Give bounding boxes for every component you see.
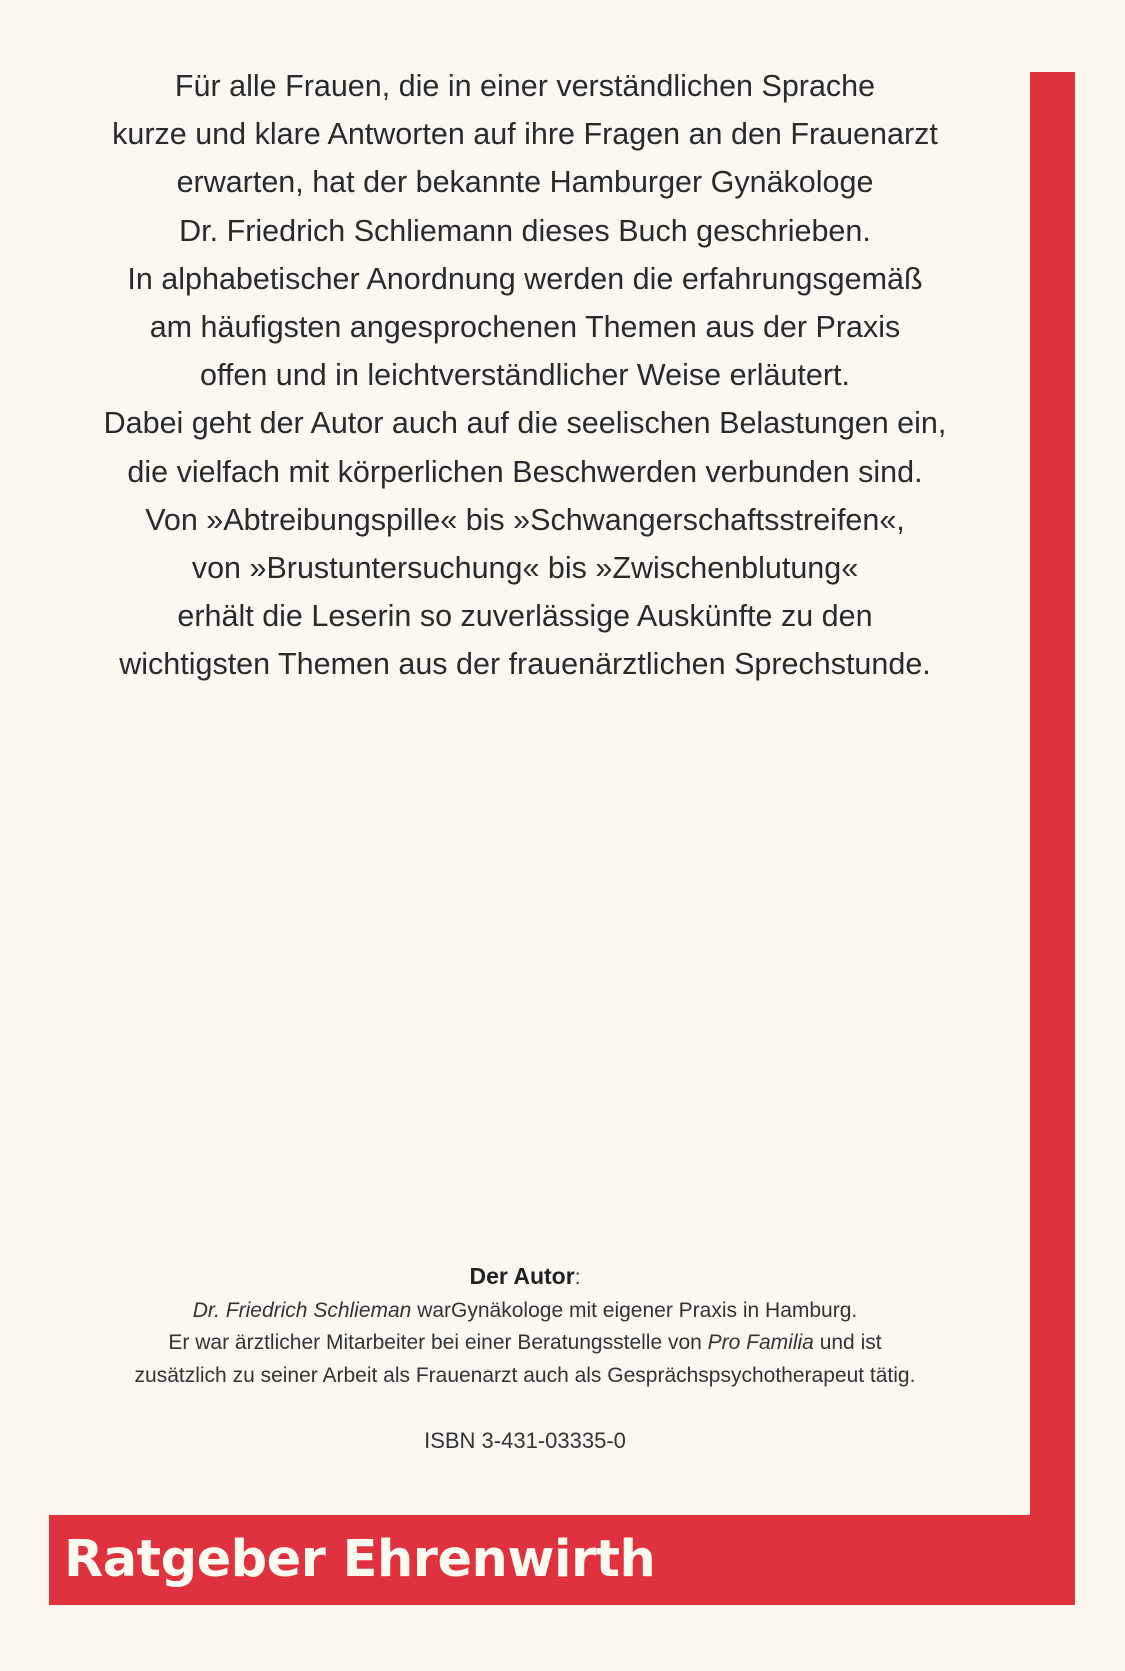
author-heading: Der Autor (469, 1263, 575, 1289)
blurb-line: am häufigsten angesprochenen Themen aus der Praxis (149, 310, 901, 345)
blurb-line: erwarten, hat der bekannte Hamburger Gynäkologe (176, 165, 874, 200)
author-bio-text: Er war ärztlicher Mitarbeiter bei einer Beratungsstelle von (168, 1331, 708, 1354)
author-bio-text: und ist (813, 1331, 882, 1354)
blurb-line: wichtigsten Themen aus der frauenärztlichen Sprechstunde. (119, 647, 931, 682)
blurb-line: kurze und klare Antworten auf ihre Fragen an den Frauenarzt (112, 117, 938, 152)
isbn: ISBN 3-431-03335-0 (424, 1428, 626, 1453)
author-bio-line (40, 1327, 1010, 1360)
blurb-line: offen und in leichtverständlicher Weise erläutert. (200, 358, 850, 393)
author-section (40, 1260, 1010, 1392)
organization-name: Pro Familia (707, 1331, 814, 1354)
red-border-vertical (1030, 72, 1075, 1605)
blurb-line: die vielfach mit körperlichen Beschwerden verbunden sind. (127, 454, 923, 489)
blurb-line: Für alle Frauen, die in einer verständlichen Sprache (174, 69, 876, 103)
blurb-line: Dr. Friedrich Schliemann dieses Buch geschrieben. (179, 213, 871, 248)
blurb-line: erhält die Leserin so zuverlässige Auskünfte zu den (177, 599, 873, 634)
author-bio-line (40, 1295, 1010, 1328)
blurb-line: Dabei geht der Autor auch auf die seelischen Belastungen ein, (103, 406, 947, 441)
author-bio-text: warGynäkologe mit eigener Praxis in Hamburg. (411, 1298, 858, 1322)
blurb-line: Von »Abtreibungspille« bis »Schwangerschaftsstreifen«, (145, 502, 905, 537)
author-bio-line: zusätzlich zu seiner Arbeit als Frauenarzt auch als Gesprächspsychotherapeut tätig. (134, 1363, 916, 1387)
author-heading-colon: : (574, 1266, 581, 1289)
blurb-line: von »Brustuntersuchung« bis »Zwischenblutung« (191, 551, 859, 586)
author-name: Dr. Friedrich Schlieman (192, 1298, 412, 1322)
author-heading-line (40, 1260, 1010, 1295)
blurb-line: In alphabetischer Anordnung werden die erfahrungsgemäß (127, 261, 923, 296)
series-title: Ratgeber Ehrenwirth (64, 1530, 656, 1589)
blurb-text (30, 62, 1020, 689)
